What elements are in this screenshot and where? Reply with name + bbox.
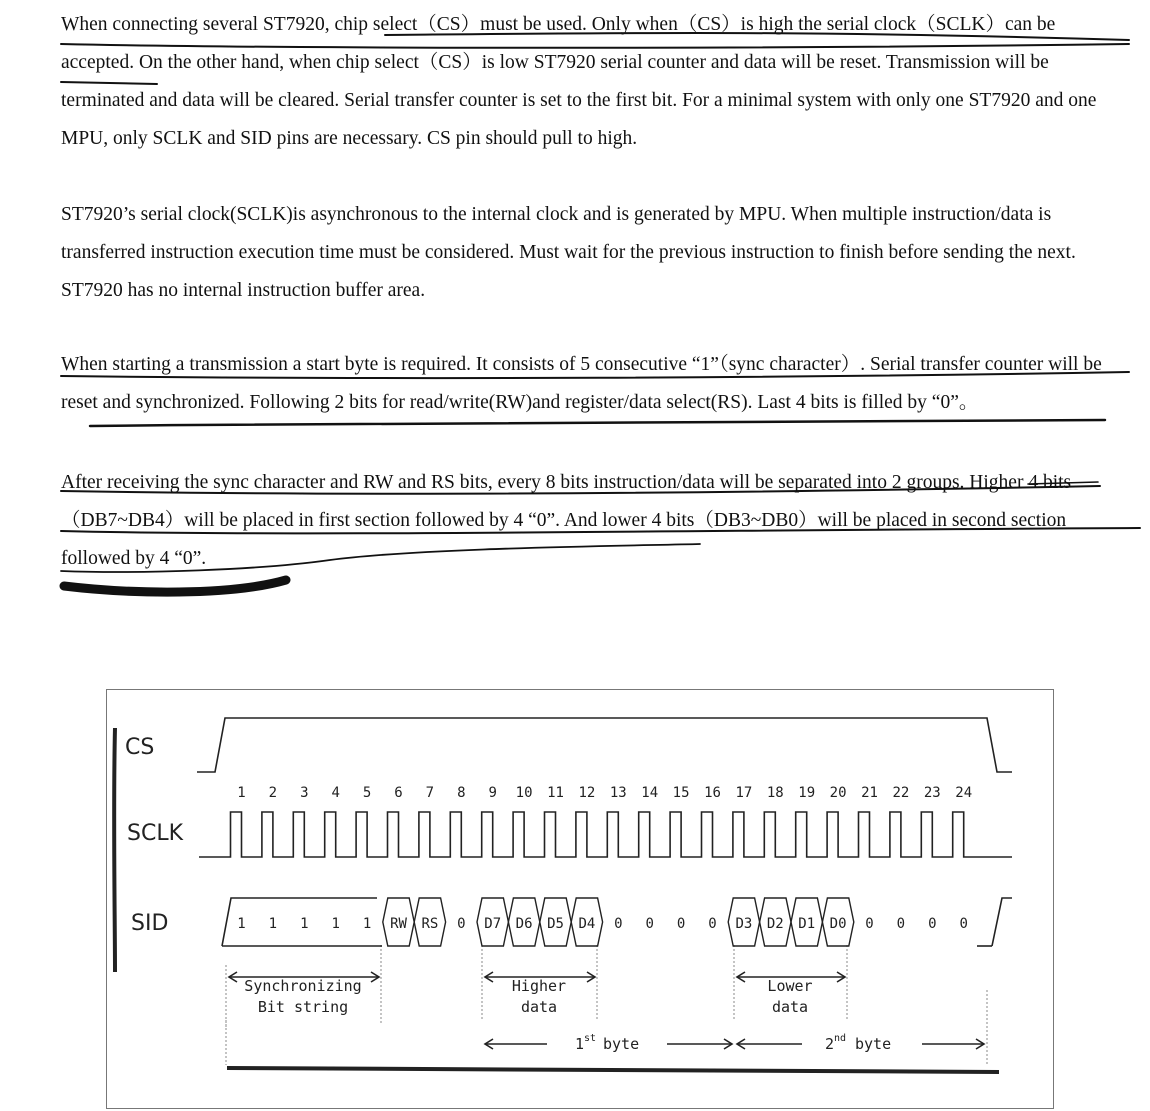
clock-number: 18 [766, 785, 784, 801]
sid-bit: D6 [515, 916, 533, 932]
byte-arrows [485, 1039, 984, 1049]
clock-numbers [237, 785, 972, 801]
timing-svg [107, 690, 1055, 1110]
sclk-path [199, 812, 1012, 857]
byte1-word: byte [603, 1035, 640, 1053]
clock-number: 10 [515, 785, 533, 801]
paragraph-serial-clock: ST7920’s serial clock(SCLK)is asynchronous to the internal clock and is generated by MPU. When multiple instruction/data is transferred instruction execution time must be considered. Must wait for the previous instruction to finish before sending the next. ST7920 has no internal instruction buffer area. [61, 204, 1076, 301]
clock-number: 4 [331, 785, 340, 801]
sid-bit: 1 [300, 916, 309, 932]
byte2-word: byte [855, 1035, 892, 1053]
clock-number: 19 [798, 785, 816, 801]
clock-number: 24 [955, 785, 973, 801]
paragraph-data-groups: After receiving the sync character and RW and RS bits, every 8 bits instruction/data will be separated into 2 groups. Higher 4 bits（DB7~DB4）will be placed in first section followed by 4 “0”. And lower 4 bits（DB3~DB0）will be placed in second section followed by 4 “0”. [61, 472, 1072, 569]
clock-number: 8 [457, 785, 466, 801]
sid-bit: 0 [676, 916, 686, 932]
sid-bit: 1 [331, 916, 340, 932]
sid-bit: D3 [735, 916, 753, 932]
sid-bit: 0 [457, 916, 466, 932]
higher-caption-1: Higher [511, 977, 567, 995]
clock-number: 5 [362, 785, 372, 801]
sid-bit: 1 [362, 916, 372, 932]
sid-bit: 0 [708, 916, 717, 932]
sid-bit: 0 [928, 916, 937, 932]
clock-number: 14 [641, 785, 659, 801]
sid-bit: D7 [484, 916, 502, 932]
byte2-number: 2 [825, 1035, 835, 1053]
sid-bit: RS [421, 916, 439, 932]
sid-bit: D5 [547, 916, 564, 932]
lower-caption-2: data [771, 998, 809, 1016]
byte1-number: 1 [575, 1035, 585, 1053]
sid-bit: 0 [959, 916, 968, 932]
clock-number: 13 [609, 785, 627, 801]
clock-number: 2 [268, 785, 278, 801]
sync-caption-1: Synchronizing [244, 977, 362, 995]
handwritten-byte-underline [227, 1068, 999, 1072]
sclk-label: SCLK [127, 821, 184, 846]
sid-waveform [222, 898, 1012, 946]
byte1-superscript: st [584, 1033, 597, 1044]
clock-number: 1 [237, 785, 246, 801]
clock-number: 15 [672, 785, 690, 801]
sid-bit: D0 [829, 916, 847, 932]
sclk-waveform [199, 812, 1012, 857]
sid-bit: 1 [268, 916, 278, 932]
sid-bit: 0 [614, 916, 623, 932]
higher-caption-2: data [520, 998, 558, 1016]
sid-label: SID [131, 911, 169, 936]
clock-number: 22 [892, 785, 910, 801]
clock-number: 21 [861, 785, 878, 801]
clock-number: 20 [829, 785, 847, 801]
sid-bit: D1 [798, 916, 816, 932]
clock-number: 9 [488, 785, 497, 801]
sid-bit: D2 [766, 916, 784, 932]
cs-waveform [197, 718, 1012, 772]
lower-caption-1: Lower [767, 977, 813, 995]
clock-number: 17 [735, 785, 753, 801]
sid-bit: 0 [896, 916, 906, 932]
sid-bit: 1 [237, 916, 246, 932]
handwritten-bracket [114, 728, 115, 972]
clock-number: 11 [547, 785, 564, 801]
sid-bit: 0 [865, 916, 874, 932]
sync-caption-2: Bit string [257, 998, 349, 1016]
clock-number: 23 [923, 785, 941, 801]
clock-number: 16 [704, 785, 721, 801]
sid-bit: D4 [578, 916, 596, 932]
cs-label: CS [125, 735, 155, 760]
serial-timing-diagram [106, 689, 1054, 1109]
sid-bit: RW [390, 916, 407, 932]
paragraph-chip-select: When connecting several ST7920, chip select（CS）must be used. Only when（CS）is high the serial clock（SCLK）can be accepted. On the other hand, when chip select（CS）is low ST7920 serial counter and data will be reset. Transmission will be terminated and data will be cleared. Serial transfer counter is set to the first bit. For a minimal system with only one ST7920 and one MPU, only SCLK and SID pins are necessary. CS pin should pull to high. [61, 14, 1097, 149]
clock-number: 3 [300, 785, 309, 801]
sid-bit: 0 [645, 916, 654, 932]
paragraph-start-byte: When starting a transmission a start byte is required. It consists of 5 consecutive “1”（sync character）. Serial transfer counter will be reset and synchronized. Following 2 bits for read/write(RW)and register/data select(RS). Last 4 bits is filled by “0”。 [61, 354, 1102, 413]
byte2-superscript: nd [834, 1033, 847, 1044]
clock-number: 7 [425, 785, 435, 801]
clock-number: 6 [394, 785, 403, 801]
clock-number: 12 [578, 785, 596, 801]
